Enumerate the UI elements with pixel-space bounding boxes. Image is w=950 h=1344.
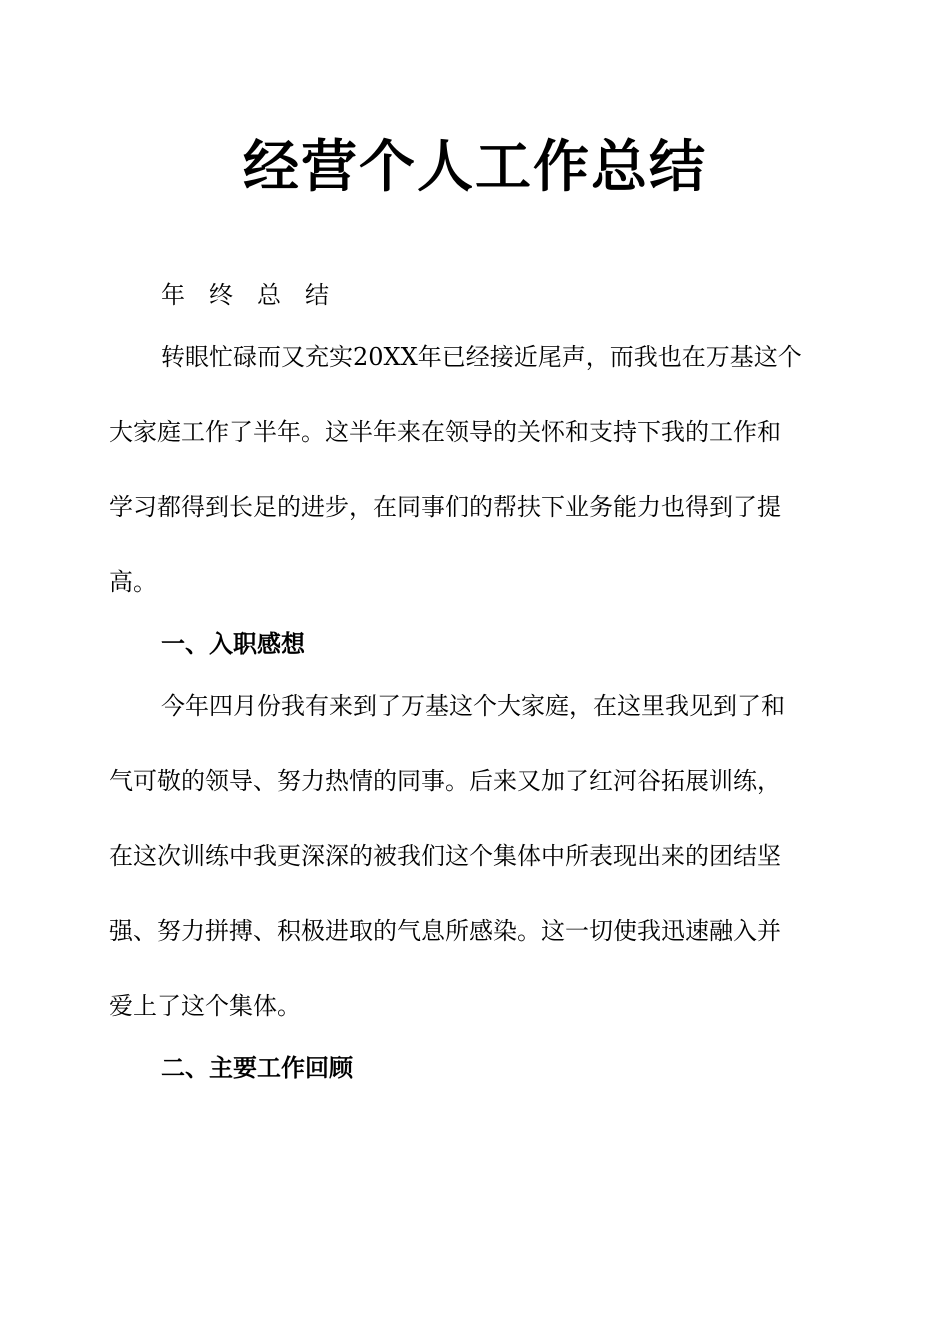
subtitle: 年终总结 <box>161 281 353 309</box>
section-2-heading: 二、主要工作回顾 <box>161 1054 353 1082</box>
paragraph-2-line-4: 强、努力拼搏、积极进取的气息所感染。这一切使我迅速融入并 <box>109 917 781 945</box>
paragraph-1-line-1: 转眼忙碌而又充实20XX年已经接近尾声，而我也在万基这个 <box>161 343 802 371</box>
paragraph-2-line-2: 气可敬的领导、努力热情的同事。后来又加了红河谷拓展训练， <box>109 767 781 795</box>
section-1-heading: 一、入职感想 <box>161 630 305 658</box>
document-title: 经营个人工作总结 <box>243 135 707 200</box>
paragraph-1-line-4: 高。 <box>109 568 157 596</box>
paragraph-2-line-1: 今年四月份我有来到了万基这个大家庭，在这里我见到了和 <box>161 692 785 720</box>
paragraph-2-line-5: 爱上了这个集体。 <box>109 992 301 1020</box>
paragraph-1-line-3: 学习都得到长足的进步，在同事们的帮扶下业务能力也得到了提 <box>109 493 781 521</box>
paragraph-2-line-3: 在这次训练中我更深深的被我们这个集体中所表现出来的团结坚 <box>109 842 781 870</box>
paragraph-1-line-2: 大家庭工作了半年。这半年来在领导的关怀和支持下我的工作和 <box>109 418 781 446</box>
